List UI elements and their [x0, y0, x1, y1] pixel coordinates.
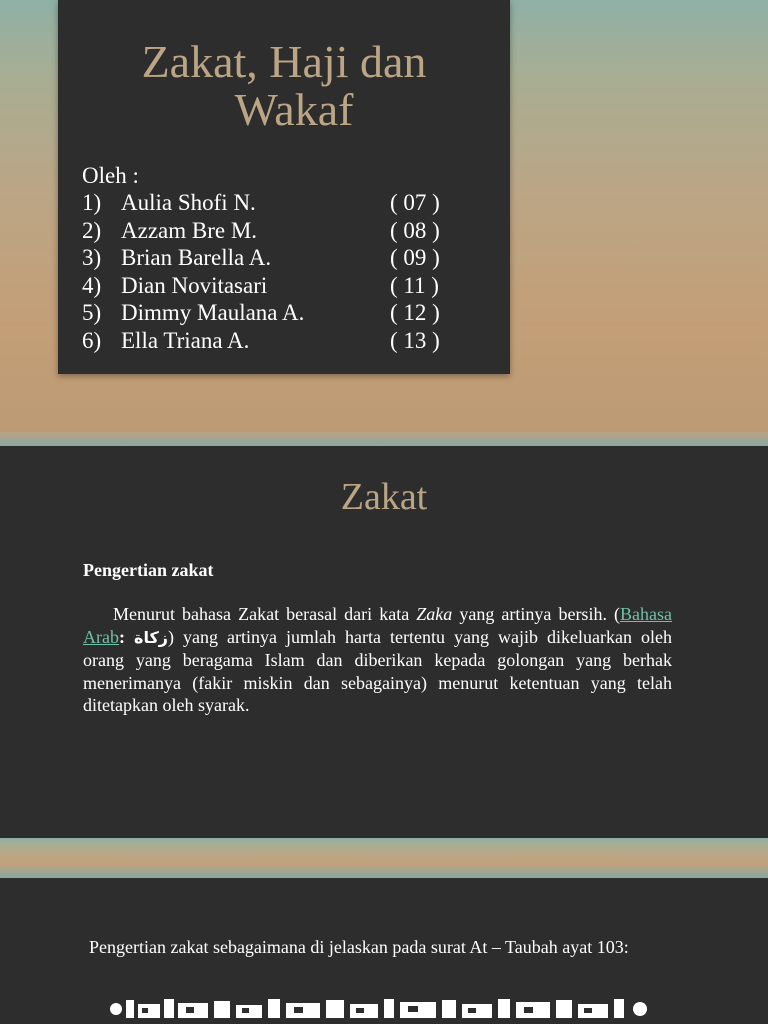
section-heading: Pengertian zakat [83, 560, 214, 580]
member-code: ( 08 ) [390, 217, 440, 243]
member-code: ( 12 ) [390, 300, 440, 326]
member-item [82, 299, 482, 327]
zakat-definition-paragraph [83, 603, 672, 717]
quran-verse-image [106, 996, 652, 1022]
member-code: ( 07 ) [390, 190, 440, 215]
slide-gap [0, 838, 768, 878]
bahasa-arab-link[interactable]: Bahasa Arab [83, 604, 672, 647]
member-name: Ella Triana A. [121, 327, 250, 353]
member-name: Aulia Shofi N. [121, 190, 256, 215]
slide-divider [0, 432, 768, 446]
paragraph-text: ) yang artinya jumlah harta tertentu yang wajib dikeluarkan oleh orang yang beragama Islam dan diberikan kepada golongan yang berhak menerimanya (fakir miskin dan sebagainya) menurut ketentuan yang telah ditetapkan oleh syarak. [83, 626, 672, 715]
member-code: ( 09 ) [390, 245, 440, 271]
presentation-title [84, 38, 484, 134]
member-number: 4) [82, 272, 102, 298]
member-item [82, 327, 482, 355]
arabic-word: زكاة [134, 627, 168, 647]
title-panel [58, 0, 510, 374]
slide-title: Zakat [340, 476, 428, 518]
member-number: 3) [82, 245, 102, 271]
member-item [82, 189, 482, 217]
member-list [82, 189, 482, 355]
zakat-slide [0, 446, 768, 838]
member-number: 5) [82, 300, 102, 326]
member-item [82, 272, 482, 300]
title-line-1: Zakat, Haji dan [141, 36, 427, 87]
member-number: 6) [82, 327, 102, 353]
colon-separator: : [118, 626, 134, 647]
title-line-2: Wakaf [234, 84, 354, 135]
member-code: ( 11 ) [390, 272, 439, 298]
paragraph-text: yang artinya bersih. ( [452, 604, 621, 624]
title-slide [0, 0, 768, 446]
member-item [82, 217, 482, 245]
taubah-paragraph: Pengertian zakat sebagaimana di jelaskan pada surat At – Taubah ayat 103: [89, 937, 629, 957]
member-name: Brian Barella A. [121, 245, 272, 271]
member-item [82, 244, 482, 272]
member-number: 1) [82, 190, 102, 215]
member-name: Dimmy Maulana A. [121, 300, 305, 326]
member-name: Dian Novitasari [121, 272, 268, 298]
taubah-slide [0, 878, 768, 1024]
paragraph-text: Menurut bahasa Zakat berasal dari kata [113, 604, 417, 624]
member-name: Azzam Bre M. [121, 217, 258, 243]
member-code: ( 13 ) [390, 327, 440, 353]
italic-term: Zaka [416, 604, 453, 624]
member-number: 2) [82, 217, 102, 243]
author-label: Oleh : [82, 163, 139, 188]
slide-divider [0, 865, 768, 878]
